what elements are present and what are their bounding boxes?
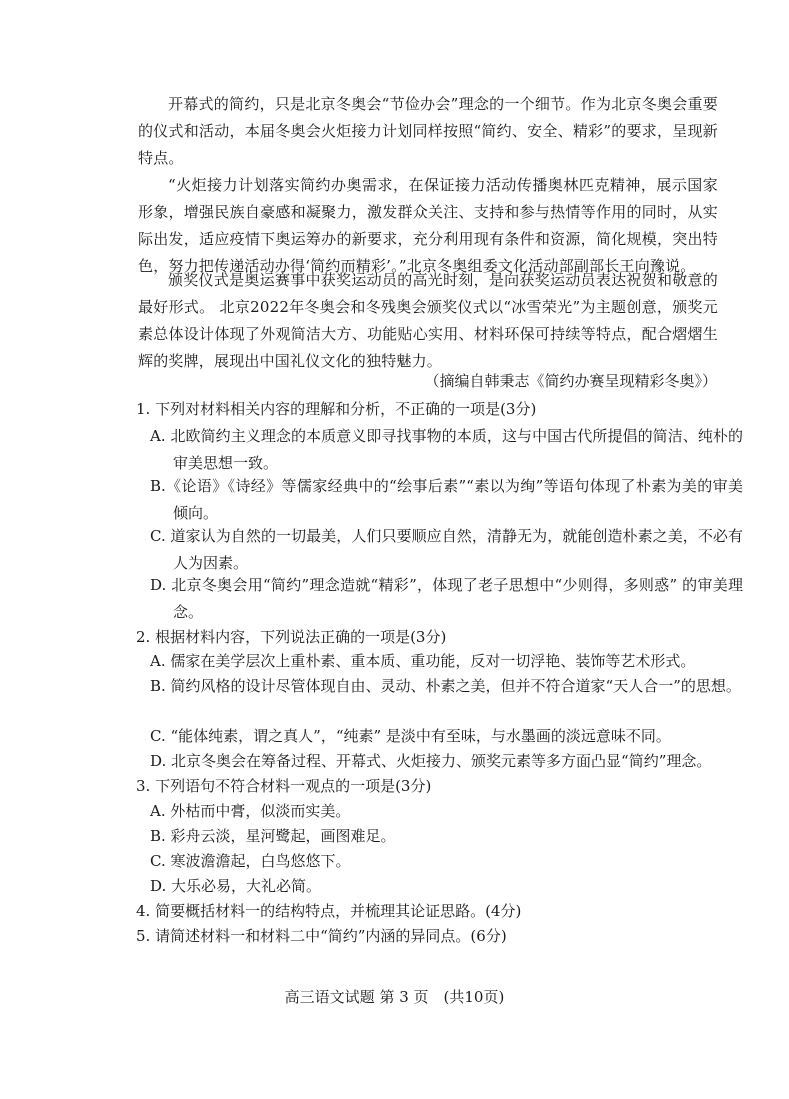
- question-2-option-b: B. 简约风格的设计尽管体现自由、灵动、朴素之美，但并不符合道家“天人合一”的思想。: [150, 677, 741, 695]
- passage-paragraph-2: “火炬接力计划落实简约办奥需求，在保证接力活动传播奥林匹克精神，展示国家形象，增强民族自豪感和凝聚力，激发群众关注、支持和参与热情等作用的同时，从实际出发，适应疫情下奥运筹办的新要求，充分利用现有条件和资源，简化规模，突出特色，努力把传递活动办得‘简约而精彩’。”北京冬奥组委文化活动部副部长王向豫说。: [138, 176, 718, 275]
- passage-paragraph-1: 开幕式的简约，只是北京冬奥会“节俭办会”理念的一个细节。作为北京冬奥会重要的仪式和活动，本届冬奥会火炬接力计划同样按照“简约、安全、精彩”的要求，呈现新特点。: [138, 95, 718, 167]
- question-3-option-c: C. 寒波澹澹起，白鸟悠悠下。: [150, 852, 351, 870]
- page-footer: 高三语文试题 第 3 页 (共10页): [284, 988, 505, 1006]
- question-1-option-c: C. 道家认为自然的一切最美，人们只要顺应自然，清静无为，就能创造朴素之美，不必有人为因素。: [150, 527, 743, 572]
- question-5-stem: 5. 请简述材料一和材料二中“简约”内涵的异同点。(6分): [136, 927, 507, 945]
- question-3-option-b: B. 彩舟云淡，星河鹭起，画图难足。: [150, 827, 396, 845]
- question-1-option-a: A. 北欧简约主义理念的本质意义即寻找事物的本质，这与中国古代所提倡的简洁、纯朴的审美思想一致。: [150, 427, 743, 472]
- question-3-stem: 3. 下列语句不符合材料一观点的一项是(3分): [136, 777, 432, 795]
- question-2-option-c: C. “能体纯素，谓之真人”，“纯素” 是淡中有至味，与水墨画的淡远意味不同。: [150, 727, 671, 745]
- question-3-option-d: D. 大乐必易，大礼必简。: [150, 877, 322, 895]
- question-2-stem: 2. 根据材料内容，下列说法正确的一项是(3分): [136, 628, 447, 646]
- passage-paragraph-3: 颁奖仪式是奥运赛事中获奖运动员的高光时刻，是向获奖运动员表达祝贺和敬意的最好形式。 北京2022年冬奥会和冬残奥会颁奖仪式以“冰雪荣光”为主题创意，颁奖元素总体设计体现了外观简洁大方、功能贴心实用、材料环保可持续等特点，配合熠熠生辉的奖牌，展现出中国礼仪文化的独特魅力。: [138, 271, 718, 370]
- source-citation: （摘编自韩秉志《简约办赛呈现精彩冬奥》）: [424, 372, 717, 390]
- question-3-option-a: A. 外枯而中膏，似淡而实美。: [150, 802, 351, 820]
- question-1-stem: 1. 下列对材料相关内容的理解和分析，不正确的一项是(3分): [136, 400, 537, 418]
- question-1-option-d: D. 北京冬奥会用“简约”理念造就“精彩”，体现了老子思想中“少则得，多则惑” 的审美理念。: [150, 576, 743, 621]
- question-2-option-d: D. 北京冬奥会在筹备过程、开幕式、火炬接力、颁奖元素等多方面凸显“简约”理念。: [150, 752, 712, 770]
- question-4-stem: 4. 简要概括材料一的结构特点，并梳理其论证思路。(4分): [136, 902, 522, 920]
- question-1-option-b: B.《论语》《诗经》等儒家经典中的“绘事后素”“素以为绚”等语句体现了朴素为美的审美倾向。: [150, 477, 743, 522]
- question-2-option-a: A. 儒家在美学层次上重朴素、重本质、重功能，反对一切浮艳、装饰等艺术形式。: [150, 652, 696, 670]
